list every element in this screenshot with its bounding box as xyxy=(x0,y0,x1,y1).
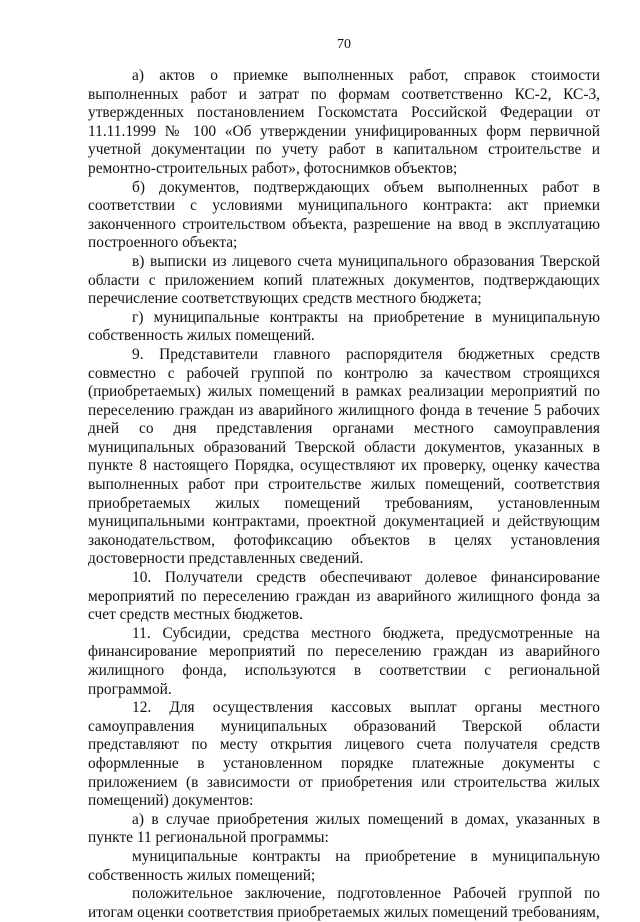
paragraph-10: 10. Получатели средств обеспечивают долевое финансирование мероприятий по переселению граждан из аварийного жилищного фонда за счет средств местных бюджетов. xyxy=(88,569,600,624)
page-number: 70 xyxy=(337,37,351,52)
paragraph-8v: в) выписки из лицевого счета муниципального образования Тверской области с приложением копий платежных документов, подтверждающих перечисление соответствующих средств местного бюджета; xyxy=(88,252,600,308)
paragraph-11: 11. Субсидии, средства местного бюджета, предусмотренные на финансирование мероприятий по переселению граждан из аварийного жилищного фонда, используются в соответствии с региональной программой. xyxy=(88,624,600,698)
paragraph-12a-conclusion: положительное заключение, подготовленное Рабочей группой по итогам оценки соответствия приобретаемых жилых помещений требованиям, xyxy=(88,885,600,921)
paragraph-9: 9. Представители главного распорядителя бюджетных средств совместно с рабочей группой по контролю за качеством строящихся (приобретаемых) жилых помещений в рамках реализации мероприятий по переселению граждан из аварийного жилищного фонда в течение 5 рабочих дней со дня представления органами местного самоуправления муниципальных образований Тверской области документов, указанных в пункте 8 настоящего Порядка, осуществляют их проверку, оценку качества выполненных работ при строительстве жилых помещений, соответствия приобретаемых жилых помещений требованиям, установленным муниципальными контрактами, проектной документацией и действующим законодательством, фотофиксацию объектов в целях установления достоверности представленных сведений. xyxy=(88,345,600,568)
paragraph-12a-contracts: муниципальные контракты на приобретение в муниципальную собственность жилых помещений; xyxy=(88,847,600,884)
paragraph-12: 12. Для осуществления кассовых выплат органы местного самоуправления муниципальных образований Тверской области представляют по месту открытия лицевого счета получателя средств оформленные в установленном порядке платежные документы с приложением (в зависимости от приобретения или строительства жилых помещений) документов: xyxy=(88,699,600,810)
paragraph-12a: а) в случае приобретения жилых помещений в домах, указанных в пункте 11 региональной программы: xyxy=(88,810,600,847)
paragraph-8g: г) муниципальные контракты на приобретение в муниципальную собственность жилых помещений. xyxy=(88,308,600,345)
paragraph-8a: а) актов о приемке выполненных работ, справок стоимости выполненных работ и затрат по формам соответственно КС-2, КС-3, утвержденных постановлением Госкомстата Российской Федерации от 11.11.1999 № 100 «Об утверждении унифицированных форм первичной учетной документации по учету работ в капитальном строительстве и ремонтно-строительных работ», фотоснимков объектов; xyxy=(88,67,600,177)
paragraph-8b: б) документов, подтверждающих объем выполненных работ в соответствии с условиями муниципального контракта: акт приемки законченного строительством объекта, разрешение на ввод в эксплуатацию построенного объекта; xyxy=(88,178,600,252)
document-body xyxy=(88,67,600,922)
